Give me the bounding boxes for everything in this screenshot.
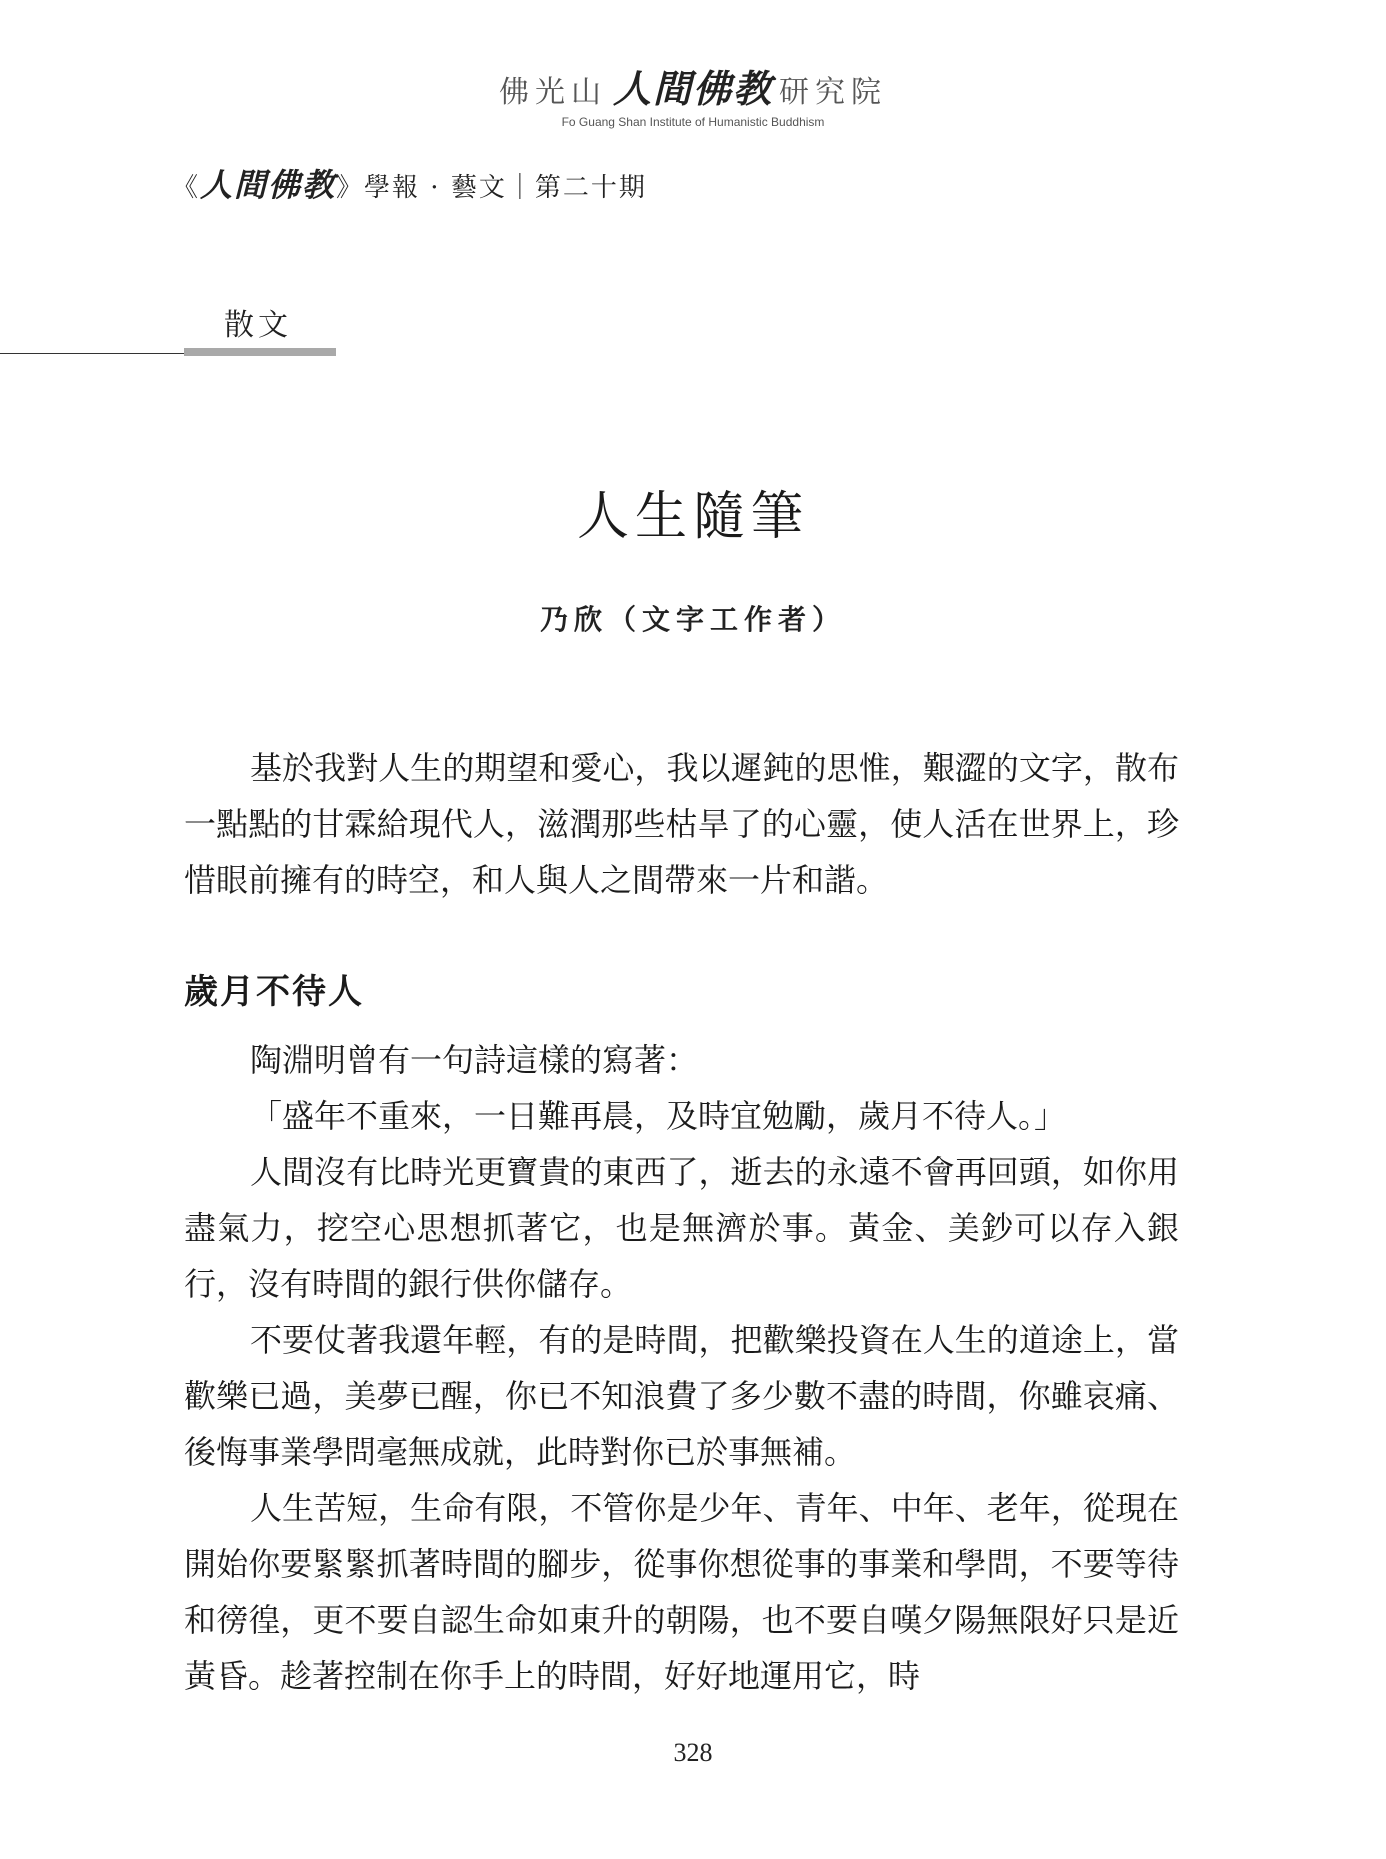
article-byline: 乃欣（文字工作者） <box>539 603 846 636</box>
institute-english-name: Fo Guang Shan Institute of Humanistic Buddhism <box>561 115 825 129</box>
institute-brand-logo: 人間佛教 <box>612 66 773 111</box>
running-head-rest: 》學報 · 藝文｜第二十期 <box>336 173 647 203</box>
section-heading: 歲月不待人 <box>184 972 364 1012</box>
paragraph: 陶淵明曾有一句詩這樣的寫著： <box>250 1041 699 1079</box>
running-head-open: 《 <box>172 173 201 203</box>
institute-prefix: 佛光山 <box>498 75 607 110</box>
intro-paragraph: 基於我對人生的期望和愛心，我以遲鈍的思惟，艱澀的文字，散布一點點的甘霖給現代人，滋潤那些枯旱了的心靈，使人活在世界上，珍惜眼前擁有的時空，和人與人之間帶來一片和諧。 <box>184 749 1179 899</box>
page-number: 328 <box>673 1738 713 1767</box>
section-underline-bar <box>184 348 336 356</box>
institute-suffix: 研究院 <box>779 75 887 110</box>
institute-header <box>0 58 1386 129</box>
paragraph: 不要仗著我還年輕，有的是時間，把歡樂投資在人生的道途上，當歡樂已過，美夢已醒，你已不知浪費了多少數不盡的時間，你雖哀痛、後悔事業學問毫無成就，此時對你已於事無補。 <box>184 1321 1179 1471</box>
journal-brand-logo: 人間佛教 <box>200 166 337 204</box>
institute-name <box>0 58 1386 113</box>
article-body <box>184 740 1179 1704</box>
paragraph: 人間沒有比時光更寶貴的東西了，逝去的永遠不會再回頭，如你用盡氣力，挖空心思想抓著它，也是無濟於事。黃金、美鈔可以存入銀行，沒有時間的銀行供你儲存。 <box>184 1153 1179 1303</box>
running-head <box>172 160 647 206</box>
article-title: 人生隨筆 <box>576 487 809 547</box>
poem-quote: 「盛年不重來，一日難再晨，及時宜勉勵，歲月不待人。」 <box>250 1097 1067 1135</box>
paragraph: 人生苦短，生命有限，不管你是少年、青年、中年、老年，從現在開始你要緊緊抓著時間的腳步，從事你想從事的事業和學問，不要等待和徬徨，更不要自認生命如東升的朝陽，也不要自嘆夕陽無限好只是近黃昏。趁著控制在你手上的時間，好好地運用它，時 <box>184 1489 1179 1695</box>
section-label: 散文 <box>224 308 292 343</box>
